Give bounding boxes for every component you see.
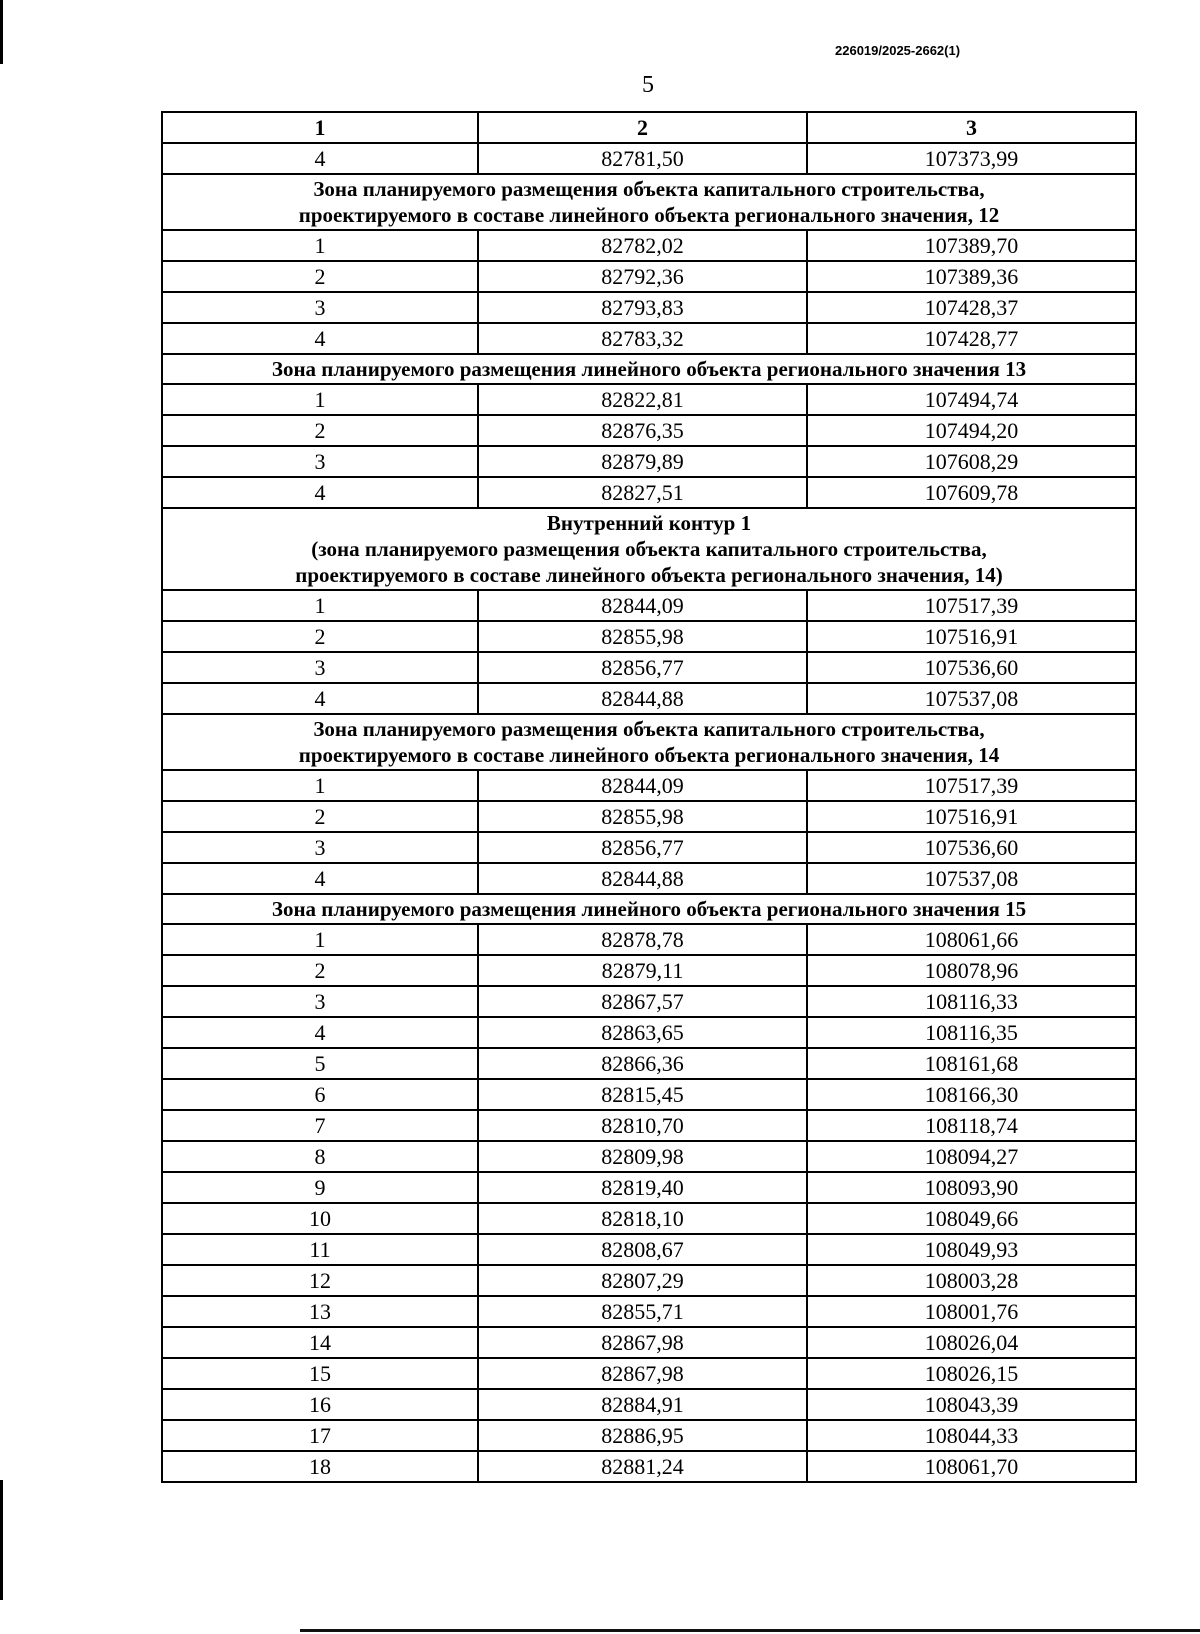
y-coordinate-cell: 108003,28 (807, 1265, 1136, 1296)
x-coordinate-cell: 82879,11 (478, 955, 807, 986)
section-title-line: Зона планируемого размещения объекта капитального строительства, (313, 177, 985, 201)
point-number-cell: 14 (162, 1327, 478, 1358)
section-title-row (162, 354, 1136, 384)
y-coordinate-cell: 107389,70 (807, 230, 1136, 261)
point-number-cell: 3 (162, 986, 478, 1017)
y-coordinate-cell: 108116,33 (807, 986, 1136, 1017)
point-number-cell: 4 (162, 863, 478, 894)
point-number-cell: 4 (162, 477, 478, 508)
table-header-row (162, 112, 1136, 143)
x-coordinate-cell: 82855,98 (478, 621, 807, 652)
section-title-row (162, 508, 1136, 590)
x-coordinate-cell: 82844,09 (478, 590, 807, 621)
y-coordinate-cell: 108044,33 (807, 1420, 1136, 1451)
table-row (162, 446, 1136, 477)
x-coordinate-cell: 82884,91 (478, 1389, 807, 1420)
table-row (162, 1389, 1136, 1420)
document-number: 226019/2025-2662(1) (835, 43, 961, 58)
table-row (162, 230, 1136, 261)
point-number-cell: 2 (162, 261, 478, 292)
y-coordinate-cell: 107373,99 (807, 143, 1136, 174)
table-row (162, 261, 1136, 292)
column-header-1: 1 (162, 112, 478, 143)
y-coordinate-cell: 108094,27 (807, 1141, 1136, 1172)
table-row (162, 292, 1136, 323)
table-row (162, 1451, 1136, 1482)
x-coordinate-cell: 82876,35 (478, 415, 807, 446)
point-number-cell: 9 (162, 1172, 478, 1203)
x-coordinate-cell: 82856,77 (478, 652, 807, 683)
section-title-line: Зона планируемого размещения линейного объекта регионального значения 13 (271, 357, 1027, 381)
table-row (162, 801, 1136, 832)
section-title (162, 508, 1136, 590)
section-title-line: Зона планируемого размещения объекта капитального строительства, (313, 717, 985, 741)
y-coordinate-cell: 107608,29 (807, 446, 1136, 477)
point-number-cell: 13 (162, 1296, 478, 1327)
column-header-3: 3 (807, 112, 1136, 143)
table-row (162, 1420, 1136, 1451)
x-coordinate-cell: 82809,98 (478, 1141, 807, 1172)
page-number: 5 (642, 72, 654, 98)
y-coordinate-cell: 107516,91 (807, 621, 1136, 652)
x-coordinate-cell: 82866,36 (478, 1048, 807, 1079)
point-number-cell: 18 (162, 1451, 478, 1482)
x-coordinate-cell: 82818,10 (478, 1203, 807, 1234)
scan-edge-mark (0, 0, 3, 64)
point-number-cell: 11 (162, 1234, 478, 1265)
point-number-cell: 4 (162, 1017, 478, 1048)
table-row (162, 986, 1136, 1017)
x-coordinate-cell: 82793,83 (478, 292, 807, 323)
y-coordinate-cell: 107517,39 (807, 590, 1136, 621)
table-row (162, 863, 1136, 894)
table-row (162, 590, 1136, 621)
point-number-cell: 4 (162, 143, 478, 174)
y-coordinate-cell: 107428,37 (807, 292, 1136, 323)
x-coordinate-cell: 82815,45 (478, 1079, 807, 1110)
table-row (162, 683, 1136, 714)
x-coordinate-cell: 82808,67 (478, 1234, 807, 1265)
y-coordinate-cell: 108049,93 (807, 1234, 1136, 1265)
section-title (162, 354, 1136, 384)
x-coordinate-cell: 82782,02 (478, 230, 807, 261)
x-coordinate-cell: 82867,98 (478, 1327, 807, 1358)
y-coordinate-cell: 107517,39 (807, 770, 1136, 801)
point-number-cell: 10 (162, 1203, 478, 1234)
x-coordinate-cell: 82855,71 (478, 1296, 807, 1327)
table-row (162, 1265, 1136, 1296)
y-coordinate-cell: 107389,36 (807, 261, 1136, 292)
table-row (162, 1203, 1136, 1234)
section-title-line: проектируемого в составе линейного объекта регионального значения, 14 (298, 743, 1000, 767)
point-number-cell: 5 (162, 1048, 478, 1079)
point-number-cell: 3 (162, 652, 478, 683)
section-title-row (162, 894, 1136, 924)
y-coordinate-cell: 108061,66 (807, 924, 1136, 955)
table-row (162, 955, 1136, 986)
x-coordinate-cell: 82844,09 (478, 770, 807, 801)
y-coordinate-cell: 108049,66 (807, 1203, 1136, 1234)
table-row (162, 924, 1136, 955)
point-number-cell: 1 (162, 590, 478, 621)
x-coordinate-cell: 82867,98 (478, 1358, 807, 1389)
x-coordinate-cell: 82881,24 (478, 1451, 807, 1482)
point-number-cell: 1 (162, 770, 478, 801)
x-coordinate-cell: 82878,78 (478, 924, 807, 955)
x-coordinate-cell: 82819,40 (478, 1172, 807, 1203)
table-row (162, 1358, 1136, 1389)
x-coordinate-cell: 82783,32 (478, 323, 807, 354)
table-row (162, 1048, 1136, 1079)
point-number-cell: 1 (162, 230, 478, 261)
table-row (162, 1141, 1136, 1172)
y-coordinate-cell: 108026,15 (807, 1358, 1136, 1389)
y-coordinate-cell: 107516,91 (807, 801, 1136, 832)
section-title-line: проектируемого в составе линейного объекта регионального значения, 12 (298, 203, 1000, 227)
y-coordinate-cell: 108118,74 (807, 1110, 1136, 1141)
table-row (162, 384, 1136, 415)
x-coordinate-cell: 82807,29 (478, 1265, 807, 1296)
y-coordinate-cell: 108161,68 (807, 1048, 1136, 1079)
x-coordinate-cell: 82863,65 (478, 1017, 807, 1048)
y-coordinate-cell: 108166,30 (807, 1079, 1136, 1110)
table-row (162, 1110, 1136, 1141)
y-coordinate-cell: 107609,78 (807, 477, 1136, 508)
point-number-cell: 1 (162, 384, 478, 415)
point-number-cell: 6 (162, 1079, 478, 1110)
y-coordinate-cell: 108001,76 (807, 1296, 1136, 1327)
y-coordinate-cell: 108093,90 (807, 1172, 1136, 1203)
section-title (162, 894, 1136, 924)
x-coordinate-cell: 82810,70 (478, 1110, 807, 1141)
coordinates-table-body (162, 112, 1136, 1482)
section-title-row (162, 174, 1136, 230)
table-row (162, 415, 1136, 446)
y-coordinate-cell: 108043,39 (807, 1389, 1136, 1420)
point-number-cell: 2 (162, 621, 478, 652)
x-coordinate-cell: 82844,88 (478, 863, 807, 894)
column-header-2: 2 (478, 112, 807, 143)
x-coordinate-cell: 82886,95 (478, 1420, 807, 1451)
point-number-cell: 12 (162, 1265, 478, 1296)
table-row (162, 1234, 1136, 1265)
table-row (162, 652, 1136, 683)
y-coordinate-cell: 108061,70 (807, 1451, 1136, 1482)
table-row (162, 770, 1136, 801)
point-number-cell: 3 (162, 292, 478, 323)
point-number-cell: 2 (162, 955, 478, 986)
y-coordinate-cell: 108078,96 (807, 955, 1136, 986)
table-row (162, 832, 1136, 863)
y-coordinate-cell: 107494,20 (807, 415, 1136, 446)
point-number-cell: 7 (162, 1110, 478, 1141)
section-title (162, 714, 1136, 770)
section-title (162, 174, 1136, 230)
y-coordinate-cell: 107536,60 (807, 832, 1136, 863)
table-row (162, 1017, 1136, 1048)
y-coordinate-cell: 107494,74 (807, 384, 1136, 415)
point-number-cell: 8 (162, 1141, 478, 1172)
y-coordinate-cell: 107537,08 (807, 683, 1136, 714)
y-coordinate-cell: 107536,60 (807, 652, 1136, 683)
point-number-cell: 16 (162, 1389, 478, 1420)
x-coordinate-cell: 82781,50 (478, 143, 807, 174)
x-coordinate-cell: 82827,51 (478, 477, 807, 508)
x-coordinate-cell: 82856,77 (478, 832, 807, 863)
table-row (162, 1327, 1136, 1358)
section-title-row (162, 714, 1136, 770)
table-row (162, 477, 1136, 508)
y-coordinate-cell: 107428,77 (807, 323, 1136, 354)
table-row (162, 1172, 1136, 1203)
x-coordinate-cell: 82792,36 (478, 261, 807, 292)
x-coordinate-cell: 82844,88 (478, 683, 807, 714)
scan-edge-mark (0, 1480, 3, 1600)
point-number-cell: 4 (162, 323, 478, 354)
x-coordinate-cell: 82879,89 (478, 446, 807, 477)
point-number-cell: 4 (162, 683, 478, 714)
section-title-line: (зона планируемого размещения объекта капитального строительства, (311, 537, 987, 561)
point-number-cell: 15 (162, 1358, 478, 1389)
section-title-line: проектируемого в составе линейного объекта регионального значения, 14) (295, 563, 1003, 587)
point-number-cell: 17 (162, 1420, 478, 1451)
section-title-line: Зона планируемого размещения линейного объекта регионального значения 15 (271, 897, 1027, 921)
x-coordinate-cell: 82867,57 (478, 986, 807, 1017)
y-coordinate-cell: 108116,35 (807, 1017, 1136, 1048)
table-row (162, 1296, 1136, 1327)
point-number-cell: 1 (162, 924, 478, 955)
y-coordinate-cell: 107537,08 (807, 863, 1136, 894)
point-number-cell: 3 (162, 446, 478, 477)
table-row (162, 1079, 1136, 1110)
point-number-cell: 2 (162, 801, 478, 832)
point-number-cell: 2 (162, 415, 478, 446)
point-number-cell: 3 (162, 832, 478, 863)
table-row (162, 323, 1136, 354)
x-coordinate-cell: 82855,98 (478, 801, 807, 832)
table-row (162, 143, 1136, 174)
y-coordinate-cell: 108026,04 (807, 1327, 1136, 1358)
coordinates-table (161, 111, 1137, 1483)
section-title-line: Внутренний контур 1 (546, 511, 752, 535)
x-coordinate-cell: 82822,81 (478, 384, 807, 415)
table-row (162, 621, 1136, 652)
scan-bottom-line (300, 1629, 1200, 1632)
